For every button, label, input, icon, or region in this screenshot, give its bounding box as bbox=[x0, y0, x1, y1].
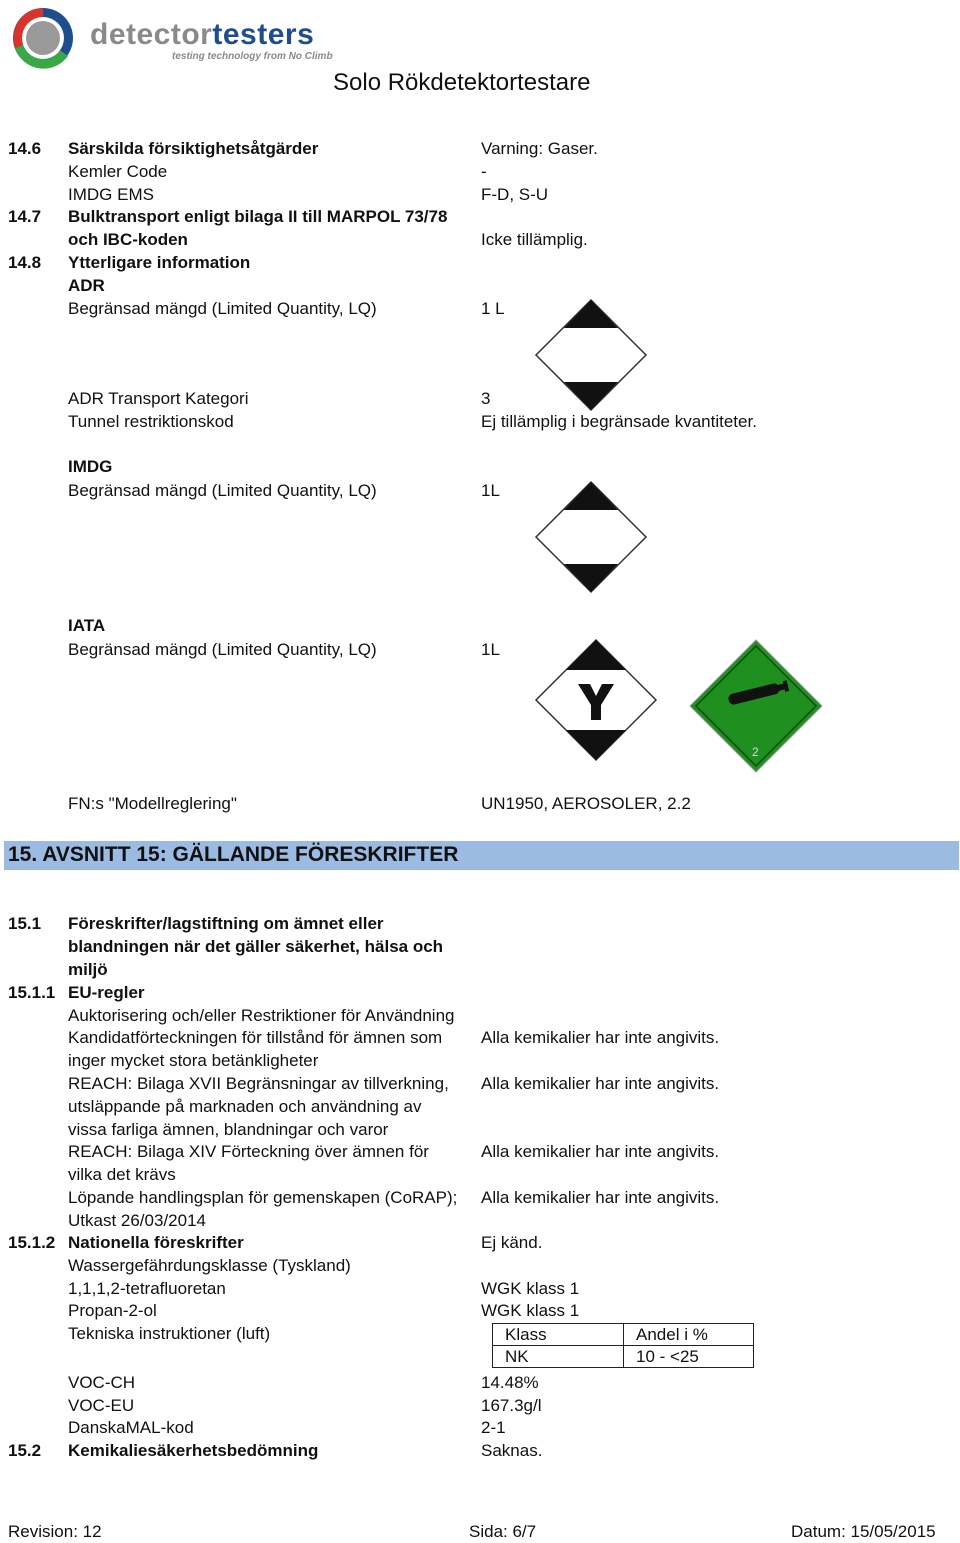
field-value: Alla kemikalier har inte angivits. bbox=[481, 1028, 720, 1047]
table-header-row bbox=[493, 1324, 754, 1346]
limited-quantity-mark-icon bbox=[534, 298, 648, 412]
logo-word-testers: testers bbox=[212, 18, 315, 51]
field-label-continued: och IBC-koden bbox=[68, 230, 188, 249]
section-number: 14.6 bbox=[8, 139, 42, 158]
logo-wordmark bbox=[90, 18, 314, 52]
field-label: Tunnel restriktionskod bbox=[68, 412, 234, 431]
field-label: VOC-CH bbox=[68, 1373, 136, 1392]
field-value: 1 L bbox=[481, 299, 505, 318]
field-label: DanskaMAL-kod bbox=[68, 1418, 194, 1437]
field-value: WGK klass 1 bbox=[481, 1301, 580, 1320]
field-value: F-D, S-U bbox=[481, 185, 549, 204]
field-label: EU-regler bbox=[68, 983, 145, 1002]
field-label: Begränsad mängd (Limited Quantity, LQ) bbox=[68, 640, 377, 659]
document-title: Solo Rökdetektortestare bbox=[333, 69, 591, 96]
field-label: Begränsad mängd (Limited Quantity, LQ) bbox=[68, 481, 377, 500]
limited-quantity-y-mark-icon bbox=[534, 638, 658, 762]
field-label: Kandidatförteckningen för tillstånd för ämnen som bbox=[68, 1028, 443, 1047]
logo-word-detector: detector bbox=[90, 18, 213, 51]
table-header-cell: Andel i % bbox=[624, 1324, 754, 1346]
field-label: FN:s "Modellreglering" bbox=[68, 794, 237, 813]
non-flammable-gas-class-2-icon bbox=[688, 638, 824, 774]
field-value: Varning: Gaser. bbox=[481, 139, 598, 158]
section-number: 15.2 bbox=[8, 1441, 42, 1460]
table-cell: NK bbox=[493, 1346, 624, 1368]
footer-page-number: Sida: 6/7 bbox=[469, 1522, 537, 1541]
field-label-continued: miljö bbox=[68, 960, 108, 979]
section-number: 14.8 bbox=[8, 253, 42, 272]
field-value: Saknas. bbox=[481, 1441, 543, 1460]
field-label: Särskilda försiktighetsåtgärder bbox=[68, 139, 319, 158]
table-header-cell: Klass bbox=[493, 1324, 624, 1346]
field-label: IMDG EMS bbox=[68, 185, 154, 204]
field-label-continued: Utkast 26/03/2014 bbox=[68, 1211, 206, 1230]
field-label: 1,1,1,2-tetrafluoretan bbox=[68, 1279, 226, 1298]
field-value: 3 bbox=[481, 389, 491, 408]
field-label: REACH: Bilaga XVII Begränsningar av tillverkning, bbox=[68, 1074, 449, 1093]
field-label: REACH: Bilaga XIV Förteckning över ämnen för bbox=[68, 1142, 429, 1161]
section-number: 14.7 bbox=[8, 207, 42, 226]
field-value: Alla kemikalier har inte angivits. bbox=[481, 1074, 720, 1093]
field-value: 14.48% bbox=[481, 1373, 539, 1392]
field-value: 1L bbox=[481, 640, 500, 659]
field-label: Bulktransport enligt bilaga II till MARPOL 73/78 bbox=[68, 207, 448, 226]
field-value: Icke tillämplig. bbox=[481, 230, 588, 249]
logo-tagline: testing technology from No Climb bbox=[172, 51, 333, 62]
field-label-continued: vilka det krävs bbox=[68, 1165, 176, 1184]
field-label-continued: inger mycket stora betänkligheter bbox=[68, 1051, 319, 1070]
table-row bbox=[493, 1346, 754, 1368]
section-15-title: 15. AVSNITT 15: GÄLLANDE FÖRESKRIFTER bbox=[8, 843, 459, 866]
field-label: Föreskrifter/lagstiftning om ämnet eller bbox=[68, 914, 384, 933]
field-value: UN1950, AEROSOLER, 2.2 bbox=[481, 794, 691, 813]
field-value: Ej tillämplig i begränsade kvantiteter. bbox=[481, 412, 757, 431]
field-value: 1L bbox=[481, 481, 500, 500]
footer-revision: Revision: 12 bbox=[8, 1522, 102, 1541]
limited-quantity-mark-icon bbox=[534, 480, 648, 594]
section-number: 15.1.2 bbox=[8, 1233, 56, 1252]
footer-date: Datum: 15/05/2015 bbox=[791, 1522, 936, 1541]
section-number: 15.1 bbox=[8, 914, 42, 933]
field-label: Auktorisering och/eller Restriktioner för Användning bbox=[68, 1006, 455, 1025]
section-number: 15.1.1 bbox=[8, 983, 56, 1002]
gas-class-number: 2 bbox=[752, 745, 759, 759]
field-value: Alla kemikalier har inte angivits. bbox=[481, 1142, 720, 1161]
field-label: Wassergefährdungsklasse (Tyskland) bbox=[68, 1256, 351, 1275]
field-value: Alla kemikalier har inte angivits. bbox=[481, 1188, 720, 1207]
field-label: Kemikaliesäkerhetsbedömning bbox=[68, 1441, 319, 1460]
field-label: ADR Transport Kategori bbox=[68, 389, 249, 408]
field-value: Ej känd. bbox=[481, 1233, 543, 1252]
detectortesters-logo-icon bbox=[6, 2, 80, 72]
field-label: VOC-EU bbox=[68, 1396, 135, 1415]
field-label-continued: blandningen när det gäller säkerhet, hälsa och bbox=[68, 937, 444, 956]
subheading-imdg: IMDG bbox=[68, 457, 113, 476]
field-label: Kemler Code bbox=[68, 162, 168, 181]
field-label-continued: vissa farliga ämnen, blandningar och varor bbox=[68, 1120, 389, 1139]
classification-table bbox=[492, 1323, 754, 1368]
field-label: Löpande handlingsplan för gemenskapen (CoRAP); bbox=[68, 1188, 458, 1207]
subheading-iata: IATA bbox=[68, 616, 106, 635]
table-cell: 10 - <25 bbox=[624, 1346, 754, 1368]
field-label: Propan-2-ol bbox=[68, 1301, 157, 1320]
field-value: 167.3g/l bbox=[481, 1396, 542, 1415]
field-label: Ytterligare information bbox=[68, 253, 251, 272]
field-label: Tekniska instruktioner (luft) bbox=[68, 1324, 271, 1343]
field-value: - bbox=[481, 162, 487, 181]
field-value: WGK klass 1 bbox=[481, 1279, 580, 1298]
field-label: Begränsad mängd (Limited Quantity, LQ) bbox=[68, 299, 377, 318]
field-label: Nationella föreskrifter bbox=[68, 1233, 244, 1252]
field-value: 2-1 bbox=[481, 1418, 506, 1437]
field-label-continued: utsläppande på marknaden och användning av bbox=[68, 1097, 422, 1116]
subheading-adr: ADR bbox=[68, 276, 105, 295]
